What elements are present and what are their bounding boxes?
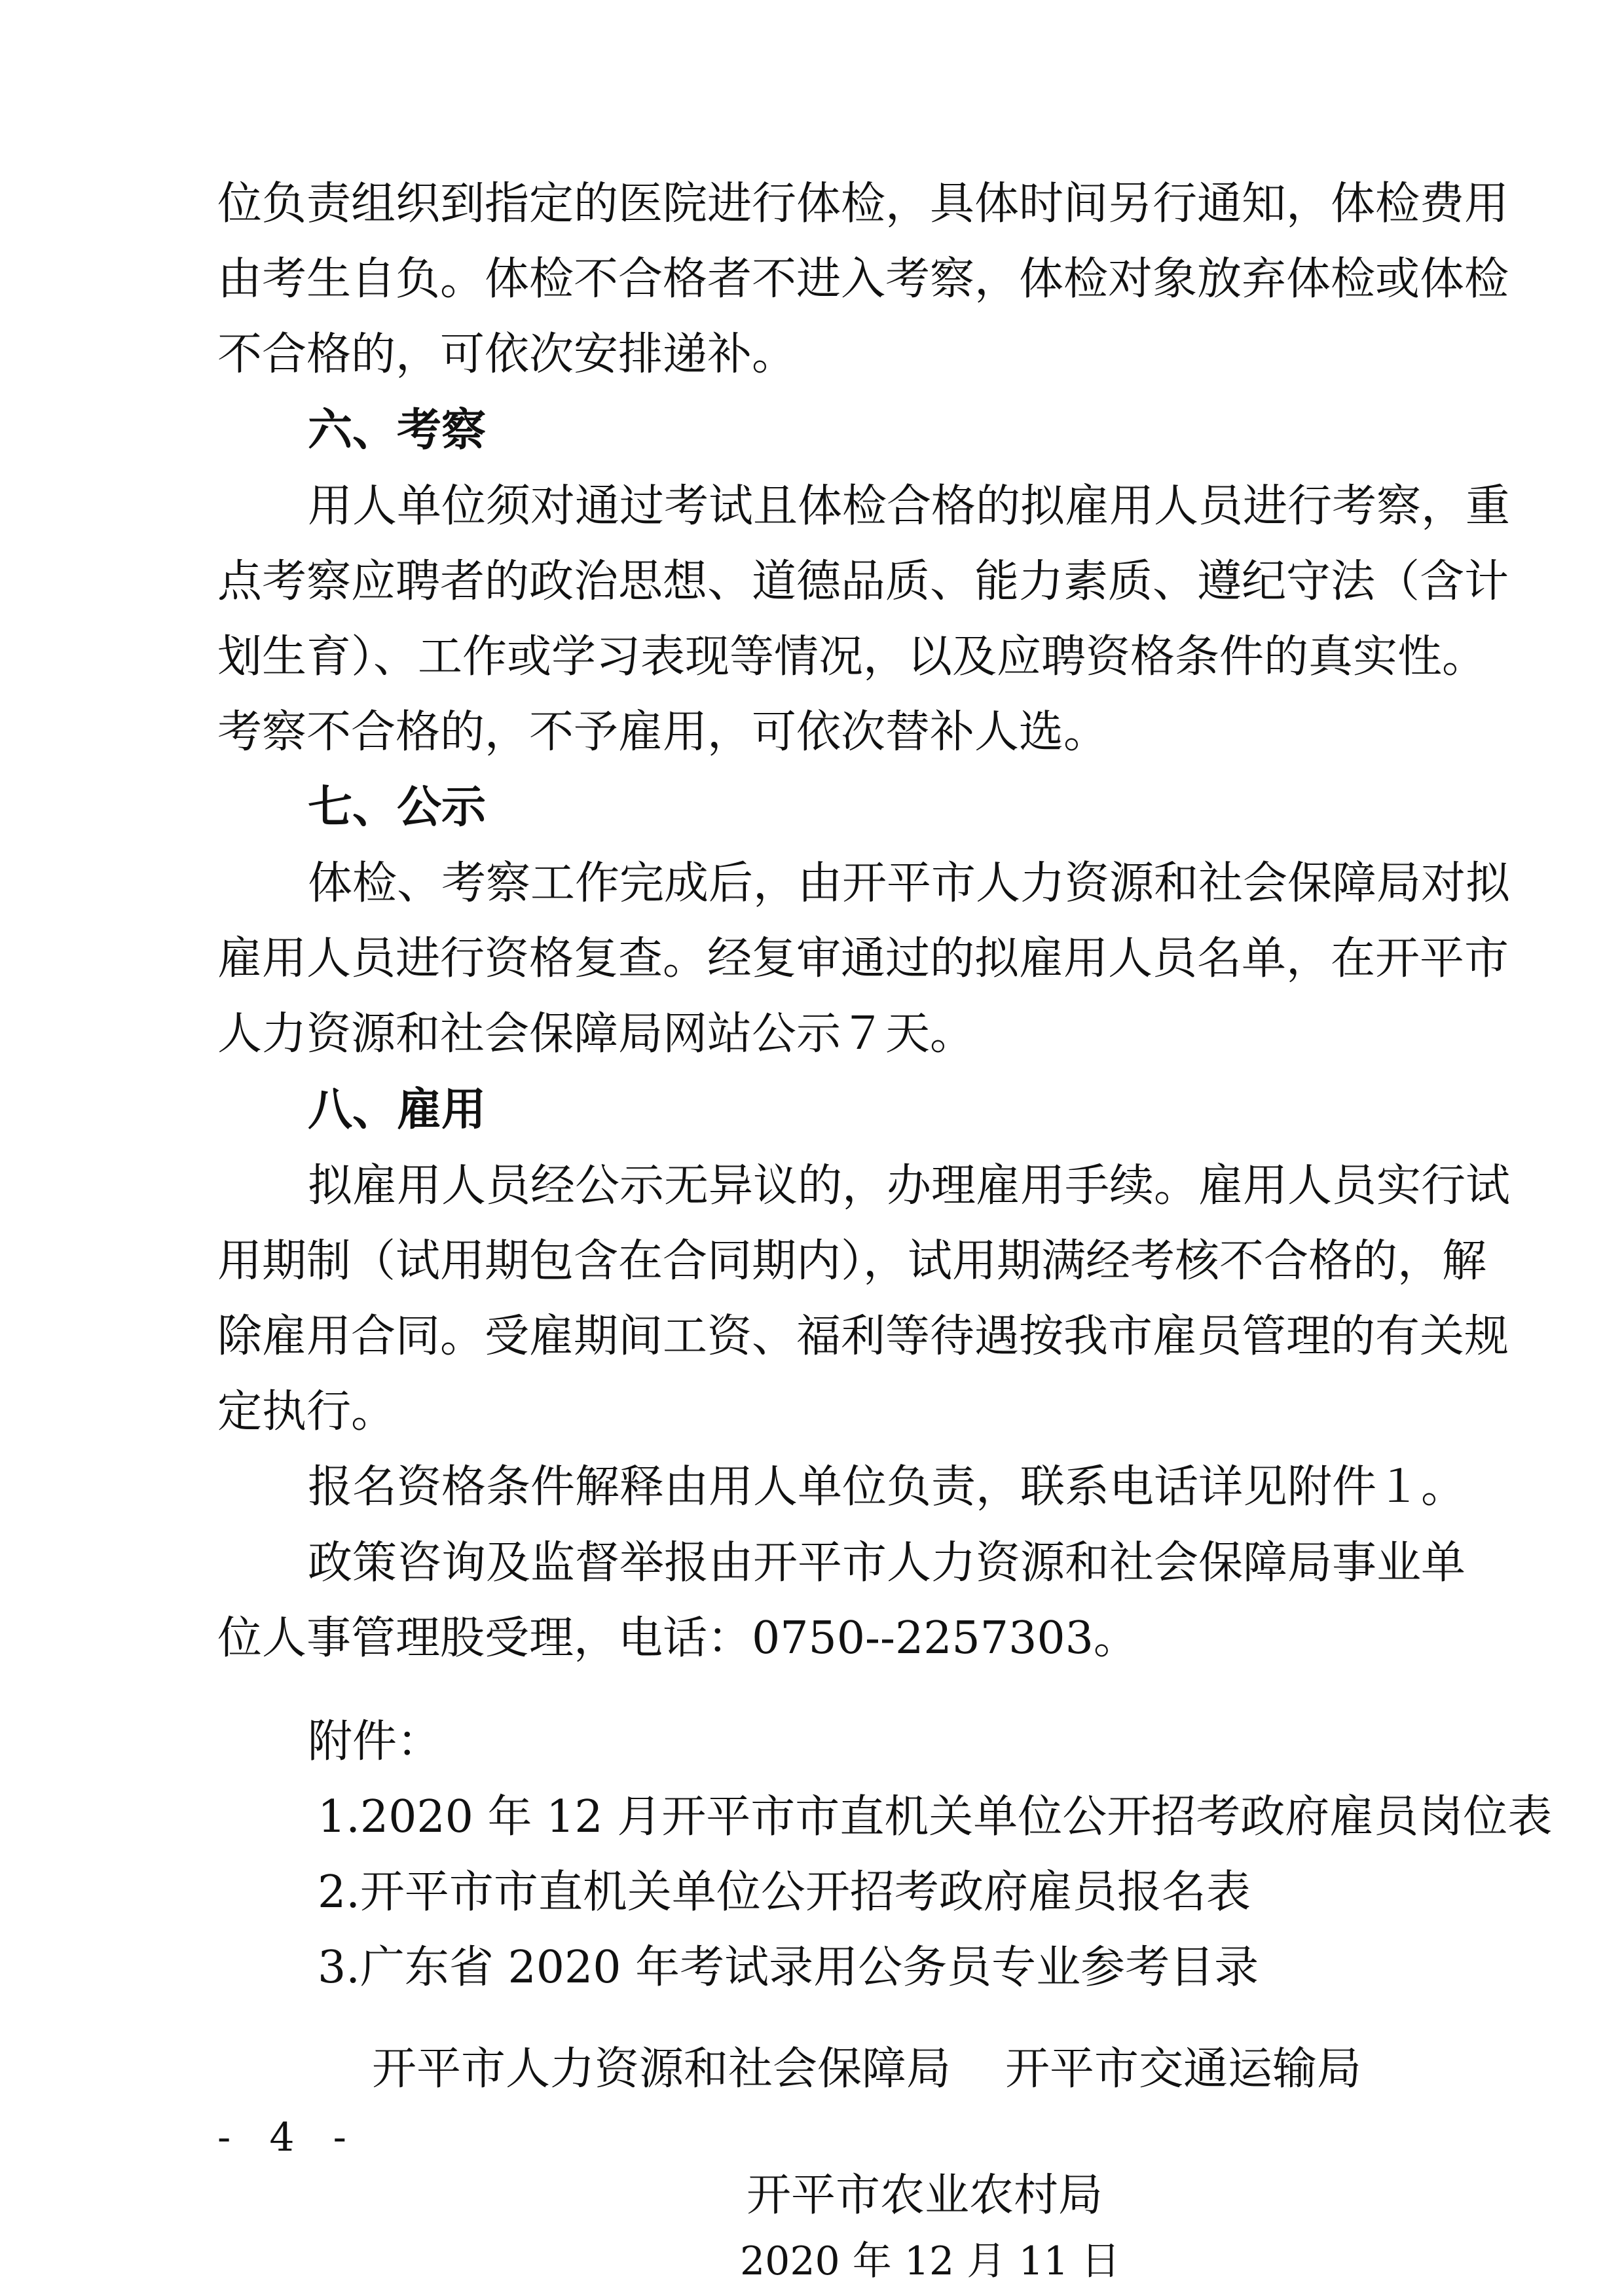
signature-org: 开平市交通运输局 [1005, 2043, 1362, 2095]
section-heading: 六、考察 [308, 405, 487, 456]
page-number: - 4 - [217, 2115, 360, 2160]
body-line: 位负责组织到指定的医院进行体检，具体时间另行通知，体检费用 [217, 178, 1509, 230]
body-line: 考察不合格的，不予雇用，可依次替补人选。 [217, 706, 1109, 758]
attachment-item: 3.广东省 2020 年考试录用公务员专业参考目录 [318, 1942, 1259, 1994]
body-line: 拟雇用人员经公示无异议的，办理雇用手续。雇用人员实行试 [308, 1160, 1511, 1212]
section-heading: 七、公示 [308, 782, 487, 833]
body-line: 体检、考察工作完成后，由开平市人力资源和社会保障局对拟 [308, 858, 1511, 909]
attachment-item: 1.2020 年 12 月开平市市直机关单位公开招考政府雇员岗位表 [318, 1791, 1553, 1843]
body-line: 点考察应聘者的政治思想、道德品质、能力素质、遵纪守法（含计 [217, 556, 1509, 608]
attachment-item: 2.开平市市直机关单位公开招考政府雇员报名表 [318, 1867, 1251, 1918]
body-line: 人力资源和社会保障局网站公示７天。 [217, 1008, 975, 1060]
body-line: 除雇用合同。受雇期间工资、福利等待遇按我市雇员管理的有关规 [217, 1311, 1509, 1362]
body-line: 划生育）、工作或学习表现等情况，以及应聘资格条件的真实性。 [217, 631, 1487, 683]
signature-org: 开平市农业农村局 [747, 2170, 1103, 2221]
body-line: 不合格的，可依次安排递补。 [217, 329, 797, 380]
body-line: 由考生自负。体检不合格者不进入考察，体检对象放弃体检或体检 [217, 253, 1509, 305]
body-line: 用期制（试用期包含在合同期内），试用期满经考核不合格的，解 [217, 1235, 1487, 1287]
body-line: 雇用人员进行资格复查。经复审通过的拟雇用人员名单，在开平市 [217, 933, 1509, 985]
signature-date: 2020 年 12 月 11 日 [740, 2238, 1120, 2284]
contact-line: 位人事管理股受理，电话：0750--2257303。 [217, 1613, 1138, 1664]
contact-line: 报名资格条件解释由用人单位负责，联系电话详见附件１。 [308, 1461, 1466, 1513]
section-heading: 八、雇用 [308, 1084, 487, 1136]
body-line: 定执行。 [217, 1386, 396, 1438]
signature-org: 开平市人力资源和社会保障局 [372, 2043, 951, 2095]
contact-line: 政策咨询及监督举报由开平市人力资源和社会保障局事业单 [308, 1537, 1466, 1589]
body-line: 用人单位须对通过考试且体检合格的拟雇用人员进行考察，重 [308, 481, 1511, 532]
attachments-label: 附件： [308, 1716, 442, 1768]
